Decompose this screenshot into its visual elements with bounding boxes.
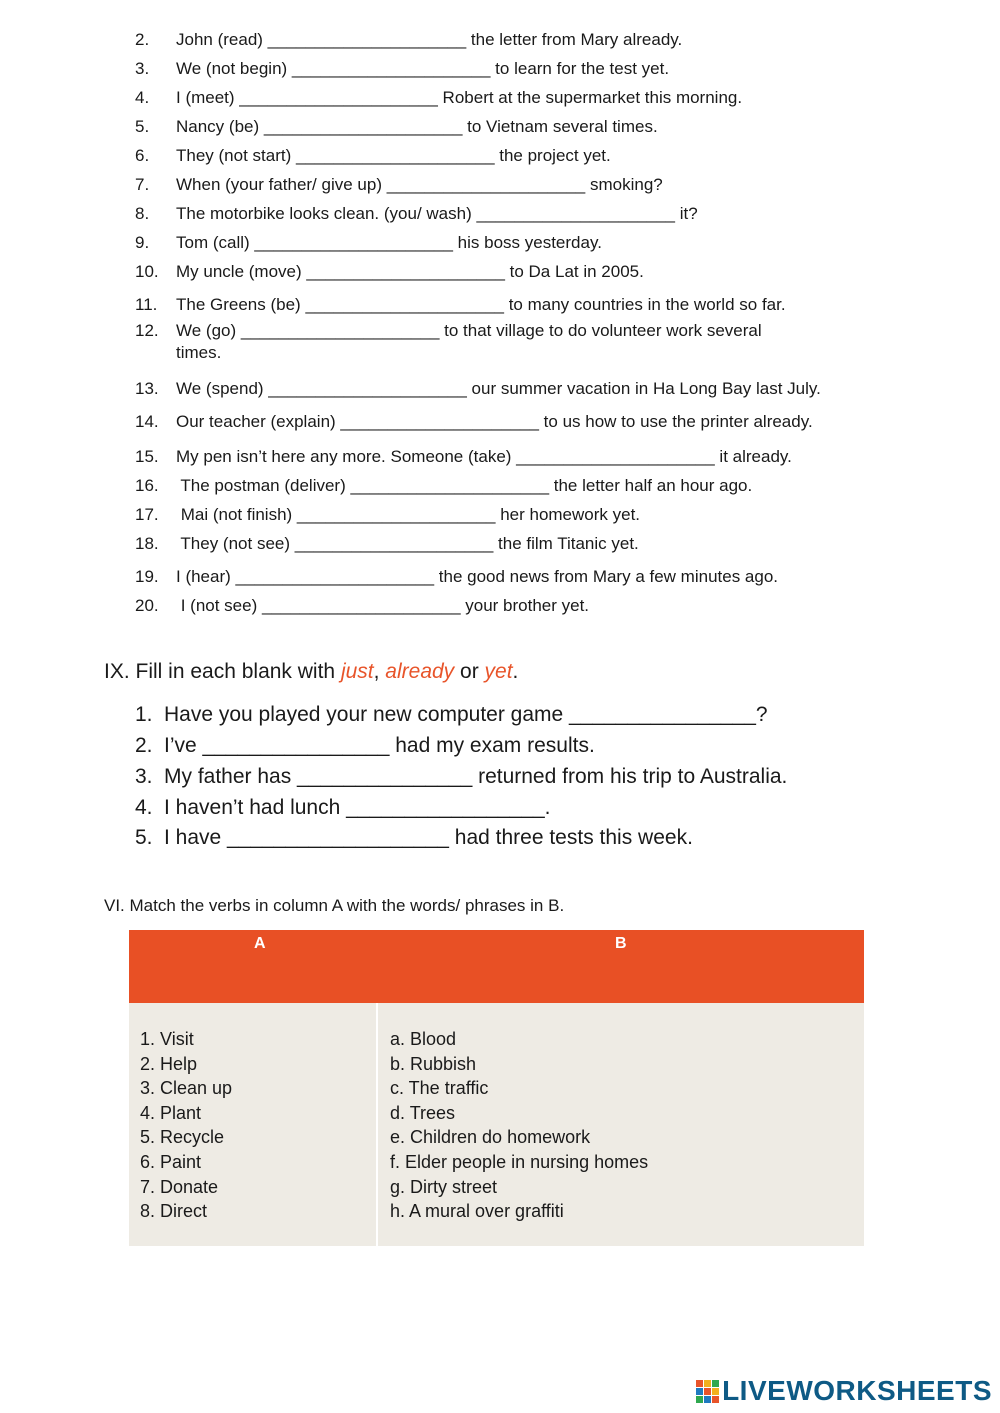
highlight-word: already	[385, 660, 455, 683]
column-b	[390, 1027, 648, 1224]
list-item: 2. I’ve ________________ had my exam results.	[135, 734, 595, 757]
phrase-item: a. Blood	[390, 1029, 457, 1049]
logo-text: LIVEWORKSHEETS	[722, 1375, 992, 1406]
list-item: 17. Mai (not finish) _____________________ her homework yet.	[135, 505, 641, 524]
phrase-item: b. Rubbish	[390, 1053, 477, 1074]
list-item: 14. Our teacher (explain) _____________________ to us how to use the printer already.	[135, 412, 813, 431]
column-divider	[376, 1003, 378, 1246]
verb-item: 1. Visit	[140, 1029, 194, 1049]
list-item: 15. My pen isn’t here any more. Someone (take) _____________________ it already.	[135, 447, 792, 466]
list-item: 2. John (read) _____________________ the letter from Mary already.	[135, 30, 683, 49]
highlight-word: yet	[484, 660, 513, 683]
phrase-item: d. Trees	[390, 1102, 456, 1123]
phrase-item: h. A mural over graffiti	[390, 1201, 564, 1222]
list-item: 6. They (not start) _____________________ the project yet.	[135, 146, 611, 165]
list-item: 1. Have you played your new computer game ________________?	[135, 703, 768, 726]
column-a	[140, 1027, 232, 1224]
liveworksheets-logo[interactable]	[696, 1375, 992, 1407]
list-item: 18. They (not see) _____________________ the film Titanic yet.	[135, 534, 639, 553]
highlight-word: just	[340, 660, 374, 683]
list-item: 3. We (not begin) _____________________ to learn for the test yet.	[135, 59, 670, 78]
section-title-ix: IX. Fill in each blank with just, already or yet.	[104, 660, 519, 683]
section-title-vi: VI. Match the verbs in column A with the words/ phrases in B.	[104, 896, 565, 915]
column-header-b: B	[615, 935, 627, 952]
list-item: 10. My uncle (move) _____________________ to Da Lat in 2005.	[135, 262, 644, 281]
list-item: 11. The Greens (be) _____________________ to many countries in the world so far.	[135, 295, 786, 314]
list-item: 13. We (spend) _____________________ our summer vacation in Ha Long Bay last July.	[135, 379, 821, 398]
list-item: 4. I (meet) _____________________ Robert at the supermarket this morning.	[135, 88, 743, 107]
table-body	[129, 1003, 864, 1246]
table-header	[129, 930, 864, 1003]
list-item: 19. I (hear) _____________________ the good news from Mary a few minutes ago.	[135, 567, 779, 586]
phrase-item: e. Children do homework	[390, 1127, 591, 1148]
list-item: 9. Tom (call) _____________________ his boss yesterday.	[135, 233, 602, 252]
column-header-a: A	[254, 935, 266, 952]
list-item: 16. The postman (deliver) _____________________ the letter half an hour ago.	[135, 476, 753, 495]
list-item: 20. I (not see) _____________________ your brother yet.	[135, 596, 590, 615]
phrase-item: f. Elder people in nursing homes	[390, 1151, 649, 1172]
verb-item: 3. Clean up	[140, 1078, 233, 1099]
list-item: 4. I haven’t had lunch _________________.	[135, 796, 551, 819]
verb-item: 8. Direct	[140, 1201, 208, 1222]
list-item: 5. Nancy (be) _____________________ to Vietnam several times.	[135, 117, 658, 136]
list-item: 5. I have ___________________ had three tests this week.	[135, 826, 693, 849]
phrase-item: g. Dirty street	[390, 1176, 498, 1197]
verb-item: 5. Recycle	[140, 1127, 225, 1148]
verb-item: 7. Donate	[140, 1176, 219, 1197]
verb-item: 2. Help	[140, 1053, 198, 1074]
verb-item: 4. Plant	[140, 1102, 202, 1123]
list-item: 12. We (go) _____________________ to that village to do volunteer work several times.	[135, 321, 762, 362]
logo-icon	[696, 1380, 719, 1403]
list-item: 8. The motorbike looks clean. (you/ wash) _____________________ it?	[135, 204, 698, 223]
matching-table	[129, 930, 864, 1246]
phrase-item: c. The traffic	[390, 1078, 489, 1099]
list-item: 7. When (your father/ give up) _____________________ smoking?	[135, 175, 663, 194]
verb-item: 6. Paint	[140, 1151, 202, 1172]
list-item: 3. My father has _______________ returned from his trip to Australia.	[135, 765, 788, 788]
